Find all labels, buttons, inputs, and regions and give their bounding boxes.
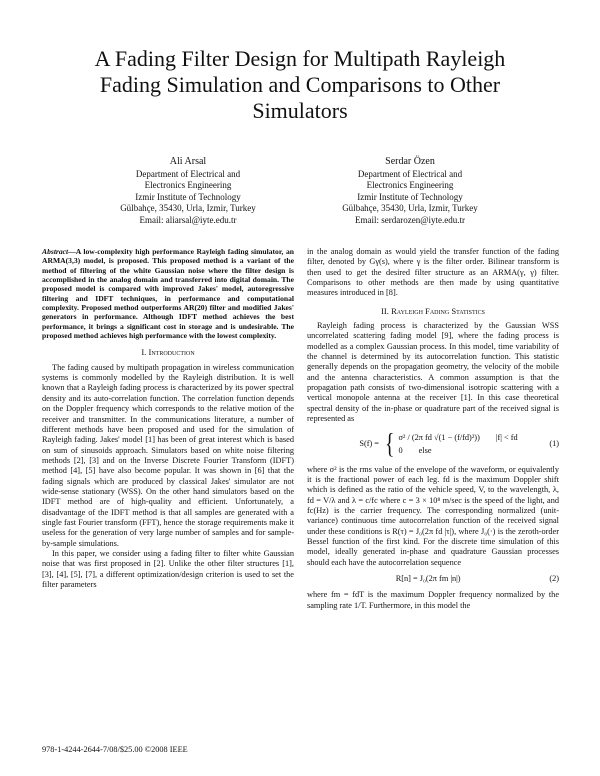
- author-addr: Gülbahçe, 35430, Urla, Izmir, Turkey: [342, 203, 478, 213]
- author-name: Ali Arsal: [169, 156, 207, 167]
- title-line: A Fading Filter Design for Multipath Rayleigh: [94, 46, 506, 71]
- case-cond: |f| < fd: [495, 432, 518, 442]
- equation-number: (2): [549, 573, 559, 583]
- paragraph: In this paper, we consider using a fading filter to filter white Gaussian noise that was first proposed in [2]. Unlike the other filter structures [1], [3], [4], [5], [7], a different optimization/design criterion is used to set the filter parameters: [42, 548, 294, 589]
- paragraph: where σ² is the rms value of the envelope of the waveform, or equivalently it is the fractional power of each leg. fd is the maximum Doppler shift which is defined as the ratio of the vehicle speed, V, to the wavelength, λ, fd = V/λ and λ = c/fc where c = 3 × 10⁸ m/sec is the speed of the light, and fc(Hz) is the carrier frequency. The corresponding normalized (unit-variance) continuous time autocorrelation function of the received signal under these conditions is R(τ) = J₀(2π fd |τ|), where J₀(·) is the zeroth-order Bessel function of the first kind. For the discrete time simulation of this model, ideally generated in-phase and quadrature Gaussian processes should each have the autocorrelation sequence: [307, 464, 559, 567]
- author-block-2: [300, 156, 520, 226]
- title-line: Fading Simulation and Comparisons to Other: [99, 72, 501, 97]
- copyright-footer: 978-1-4244-2644-7/08/$25.00 ©2008 IEEE: [42, 745, 188, 754]
- case-expr: 0: [398, 446, 403, 455]
- author-email: Email: serdarozen@iyte.edu.tr: [355, 214, 465, 225]
- case-expr: σ² / (2π fd √(1 − (f/fd)²)): [398, 432, 480, 442]
- left-column: [42, 247, 294, 590]
- author-inst: Izmir Institute of Technology: [357, 191, 463, 202]
- equation-body: R[n] = J₀(2π fm |n|): [395, 573, 461, 583]
- author-block-1: [78, 156, 298, 226]
- brace-icon: {: [385, 428, 395, 460]
- author-name: Serdar Özen: [385, 156, 435, 167]
- paragraph: in the analog domain as would yield the transfer function of the fading filter, denoted by Gγ(s), where γ is the filter order. Bilinear transform is then used to get the desired filter structure as an ARMA(γ, γ) filter. Comparisons to other methods are then made by using quantitative measures introduced in [8].: [307, 247, 559, 298]
- author-email: Email: aliarsal@iyte.edu.tr: [139, 214, 237, 225]
- equation-number: (1): [549, 439, 559, 449]
- equation-cases: [398, 433, 517, 457]
- abstract-text: —A low-complexity high performance Rayleigh fading simulator, an ARMA(3,3) model, is proposed. This proposed method is a variant of the method of filtering of the white Gaussian noise where the filter design is accomplished in the analog domain and transferred into digital domain. The proposed model is compared with improved Jakes' model, autoregressive filtering and IDFT techniques, in performance and computational complexity. Proposed method outperforms AR(20) filter and modified Jakes' generators in performance. Although IDFT method achieves the best performance, it brings a significant cost in storage and is undesirable. The proposed method achieves high performance with the lowest complexity.: [42, 247, 294, 341]
- equation-2: [307, 574, 559, 584]
- case-cond: else: [418, 446, 432, 455]
- section-heading: II. Rayleigh Fading Statistics: [381, 305, 485, 316]
- right-column: [307, 247, 559, 611]
- author-inst: Izmir Institute of Technology: [135, 191, 241, 202]
- equation-case: [398, 433, 517, 443]
- author-dept: Department of Electrical and: [135, 168, 241, 179]
- section-heading: I. Introduction: [141, 347, 195, 358]
- author-dept: Department of Electrical and: [357, 168, 463, 179]
- paragraph: Rayleigh fading process is characterized by the Gaussian WSS uncorrelated scattering fading model [9], where the fading process is modelled as a complex Gaussian process. In this model, time variability of the channel is determined by its autocorrelation function. This statistic generally depends on the propagation geometry, the velocity of the mobile and the antenna characteristics. A common assumption is that the propagation path consists of two-dimensional isotropic scattering with a vertical monopole antenna at the receiver [1]. In this case theoretical spectral density of the in-phase or quadrature part of the received signal is represented as: [307, 321, 559, 424]
- author-addr: Gülbahçe, 35430, Urla, Izmir, Turkey: [120, 203, 256, 213]
- equation-case: [398, 446, 517, 456]
- paragraph: The fading caused by multipath propagation in wireless communication systems is commonly modelled by the Rayleigh distribution. It is well known that a Rayleigh fading process is characterized by its power spectral density and its auto-correlation function. The correlation function depends on the Doppler frequency which corresponds to the relative motion of the receiver and transmitter. In the communications literature, a number of different methods have been proposed and used for the simulation of Rayleigh fading. Jakes' model [1] has been of great interest which is based on sum of sinusoids approach. Simulators based on white noise filtering methods [2], [3] and on the Inverse Discrete Fourier Transform (IDFT) method [4], [5] have also become popular. It was shown in [6] that the fading signals which are produced by classical Jakes' simulator are not wide-sense stationary (WSS). On the other hand simulators based on the IDFT method are of high-quality and efficient. Unfortunately, a disadvantage of the IDFT method is that all samples are generated with a single fast Fourier transform (FFT), hence the storage requirements make it useless for the generation of very large number of samples and for sample-by-sample simulations.: [42, 362, 294, 548]
- paragraph: where fm = fdT is the maximum Doppler frequency normalized by the sampling rate 1/T. Furthermore, in this model the: [307, 590, 559, 610]
- author-dept: Electronics Engineering: [366, 180, 454, 190]
- equation-lhs: S(f) =: [359, 439, 379, 449]
- equation-1: [307, 428, 559, 460]
- title-line: Simulators: [252, 98, 348, 123]
- paper-title: [40, 46, 560, 124]
- abstract-label: Abstract: [42, 247, 69, 256]
- author-dept: Electronics Engineering: [144, 180, 232, 190]
- abstract: [42, 247, 294, 340]
